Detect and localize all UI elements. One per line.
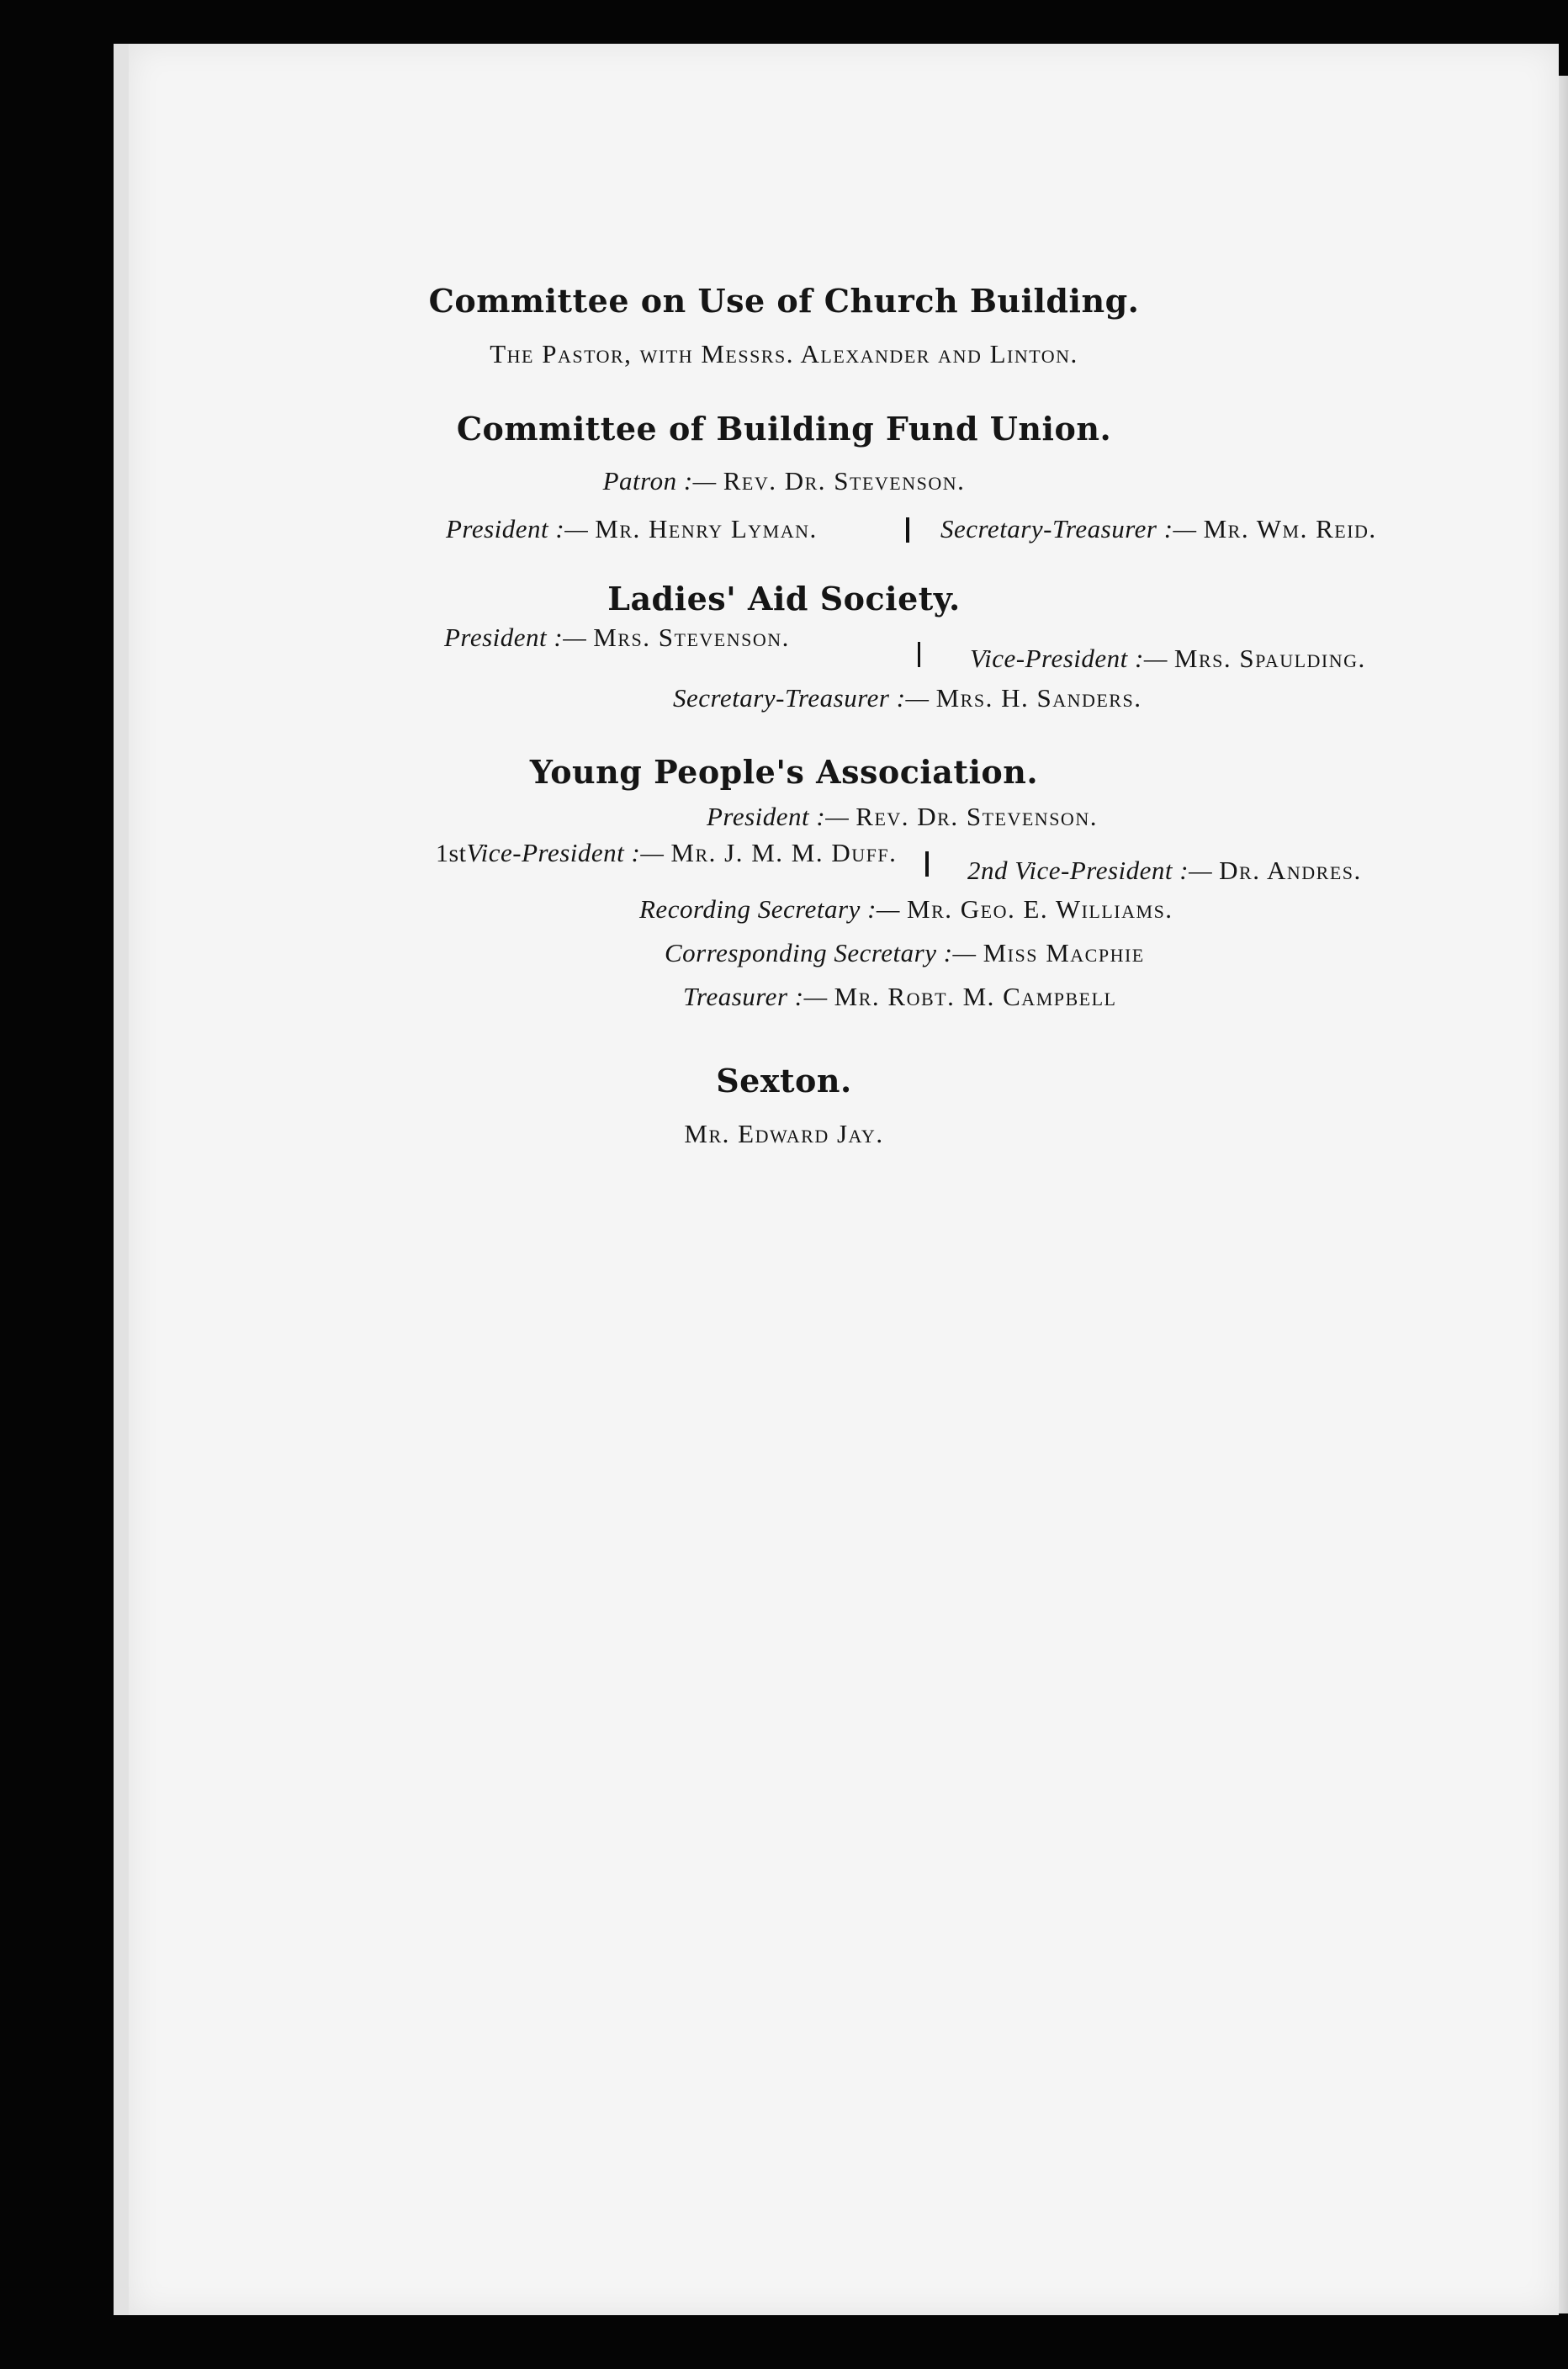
heading-sexton: Sexton. [716, 1062, 852, 1100]
building-fund-patron-row [0, 466, 1568, 496]
second-vice-name: Dr. Andres. [1219, 856, 1362, 885]
treasurer-name: Mr. Robt. M. Campbell [834, 982, 1117, 1011]
heading-building-fund: Committee of Building Fund Union. [456, 410, 1112, 448]
sec-treas-name: Mr. Wm. Reid. [1203, 514, 1377, 543]
sec-treas-name: Mrs. H. Sanders. [935, 683, 1142, 713]
document-page [114, 44, 1559, 2315]
president-name: Rev. Dr. Stevenson. [856, 802, 1098, 831]
president-label: President :— [446, 514, 589, 543]
vice-president-name: Mrs. Spaulding. [1173, 644, 1366, 673]
recording-secretary-name: Mr. Geo. E. Williams. [907, 894, 1173, 924]
young-people-treasurer [683, 982, 1117, 1012]
ladies-aid-vice-president [970, 644, 1366, 674]
ladies-aid-president [444, 623, 790, 653]
column-divider [906, 517, 909, 543]
heading-church-building: Committee on Use of Church Building. [428, 282, 1140, 320]
vice-president-label: Vice-President :— [970, 644, 1168, 673]
column-divider [918, 642, 920, 667]
president-label: President :— [707, 802, 850, 831]
president-label: President :— [444, 623, 587, 652]
sexton-name: Mr. Edward Jay. [684, 1119, 884, 1148]
young-people-recording-secretary [639, 894, 1173, 925]
column-divider [925, 851, 929, 877]
young-people-first-vice [436, 838, 897, 868]
young-people-corresponding-secretary [665, 938, 1145, 968]
building-fund-sec-treas [940, 514, 1377, 544]
heading-ladies-aid: Ladies' Aid Society. [607, 580, 961, 617]
heading-young-people: Young People's Association. [529, 753, 1039, 791]
patron-label: Patron :— [602, 466, 717, 496]
treasurer-label: Treasurer :— [683, 982, 828, 1011]
president-name: Mrs. Stevenson. [593, 623, 790, 652]
recording-secretary-label: Recording Secretary :— [639, 894, 900, 924]
second-vice-label: 2nd Vice-President :— [967, 856, 1213, 885]
young-people-second-vice [967, 856, 1362, 886]
first-vice-prefix: 1st [436, 840, 467, 867]
patron-name: Rev. Dr. Stevenson. [723, 466, 966, 496]
corresponding-secretary-name: Miss Macphie [983, 938, 1145, 967]
president-name: Mr. Henry Lyman. [595, 514, 818, 543]
first-vice-name: Mr. J. M. M. Duff. [670, 838, 898, 867]
sec-treas-label: Secretary-Treasurer :— [940, 514, 1197, 543]
corresponding-secretary-label: Corresponding Secretary :— [665, 938, 977, 967]
church-building-members: The Pastor, with Messrs. Alexander and Linton. [490, 339, 1078, 368]
first-vice-label: Vice-President :— [466, 838, 665, 867]
building-fund-president [446, 514, 818, 544]
young-people-president [707, 802, 1098, 832]
sec-treas-label: Secretary-Treasurer :— [673, 683, 930, 713]
ladies-aid-sec-treas [673, 683, 1142, 713]
